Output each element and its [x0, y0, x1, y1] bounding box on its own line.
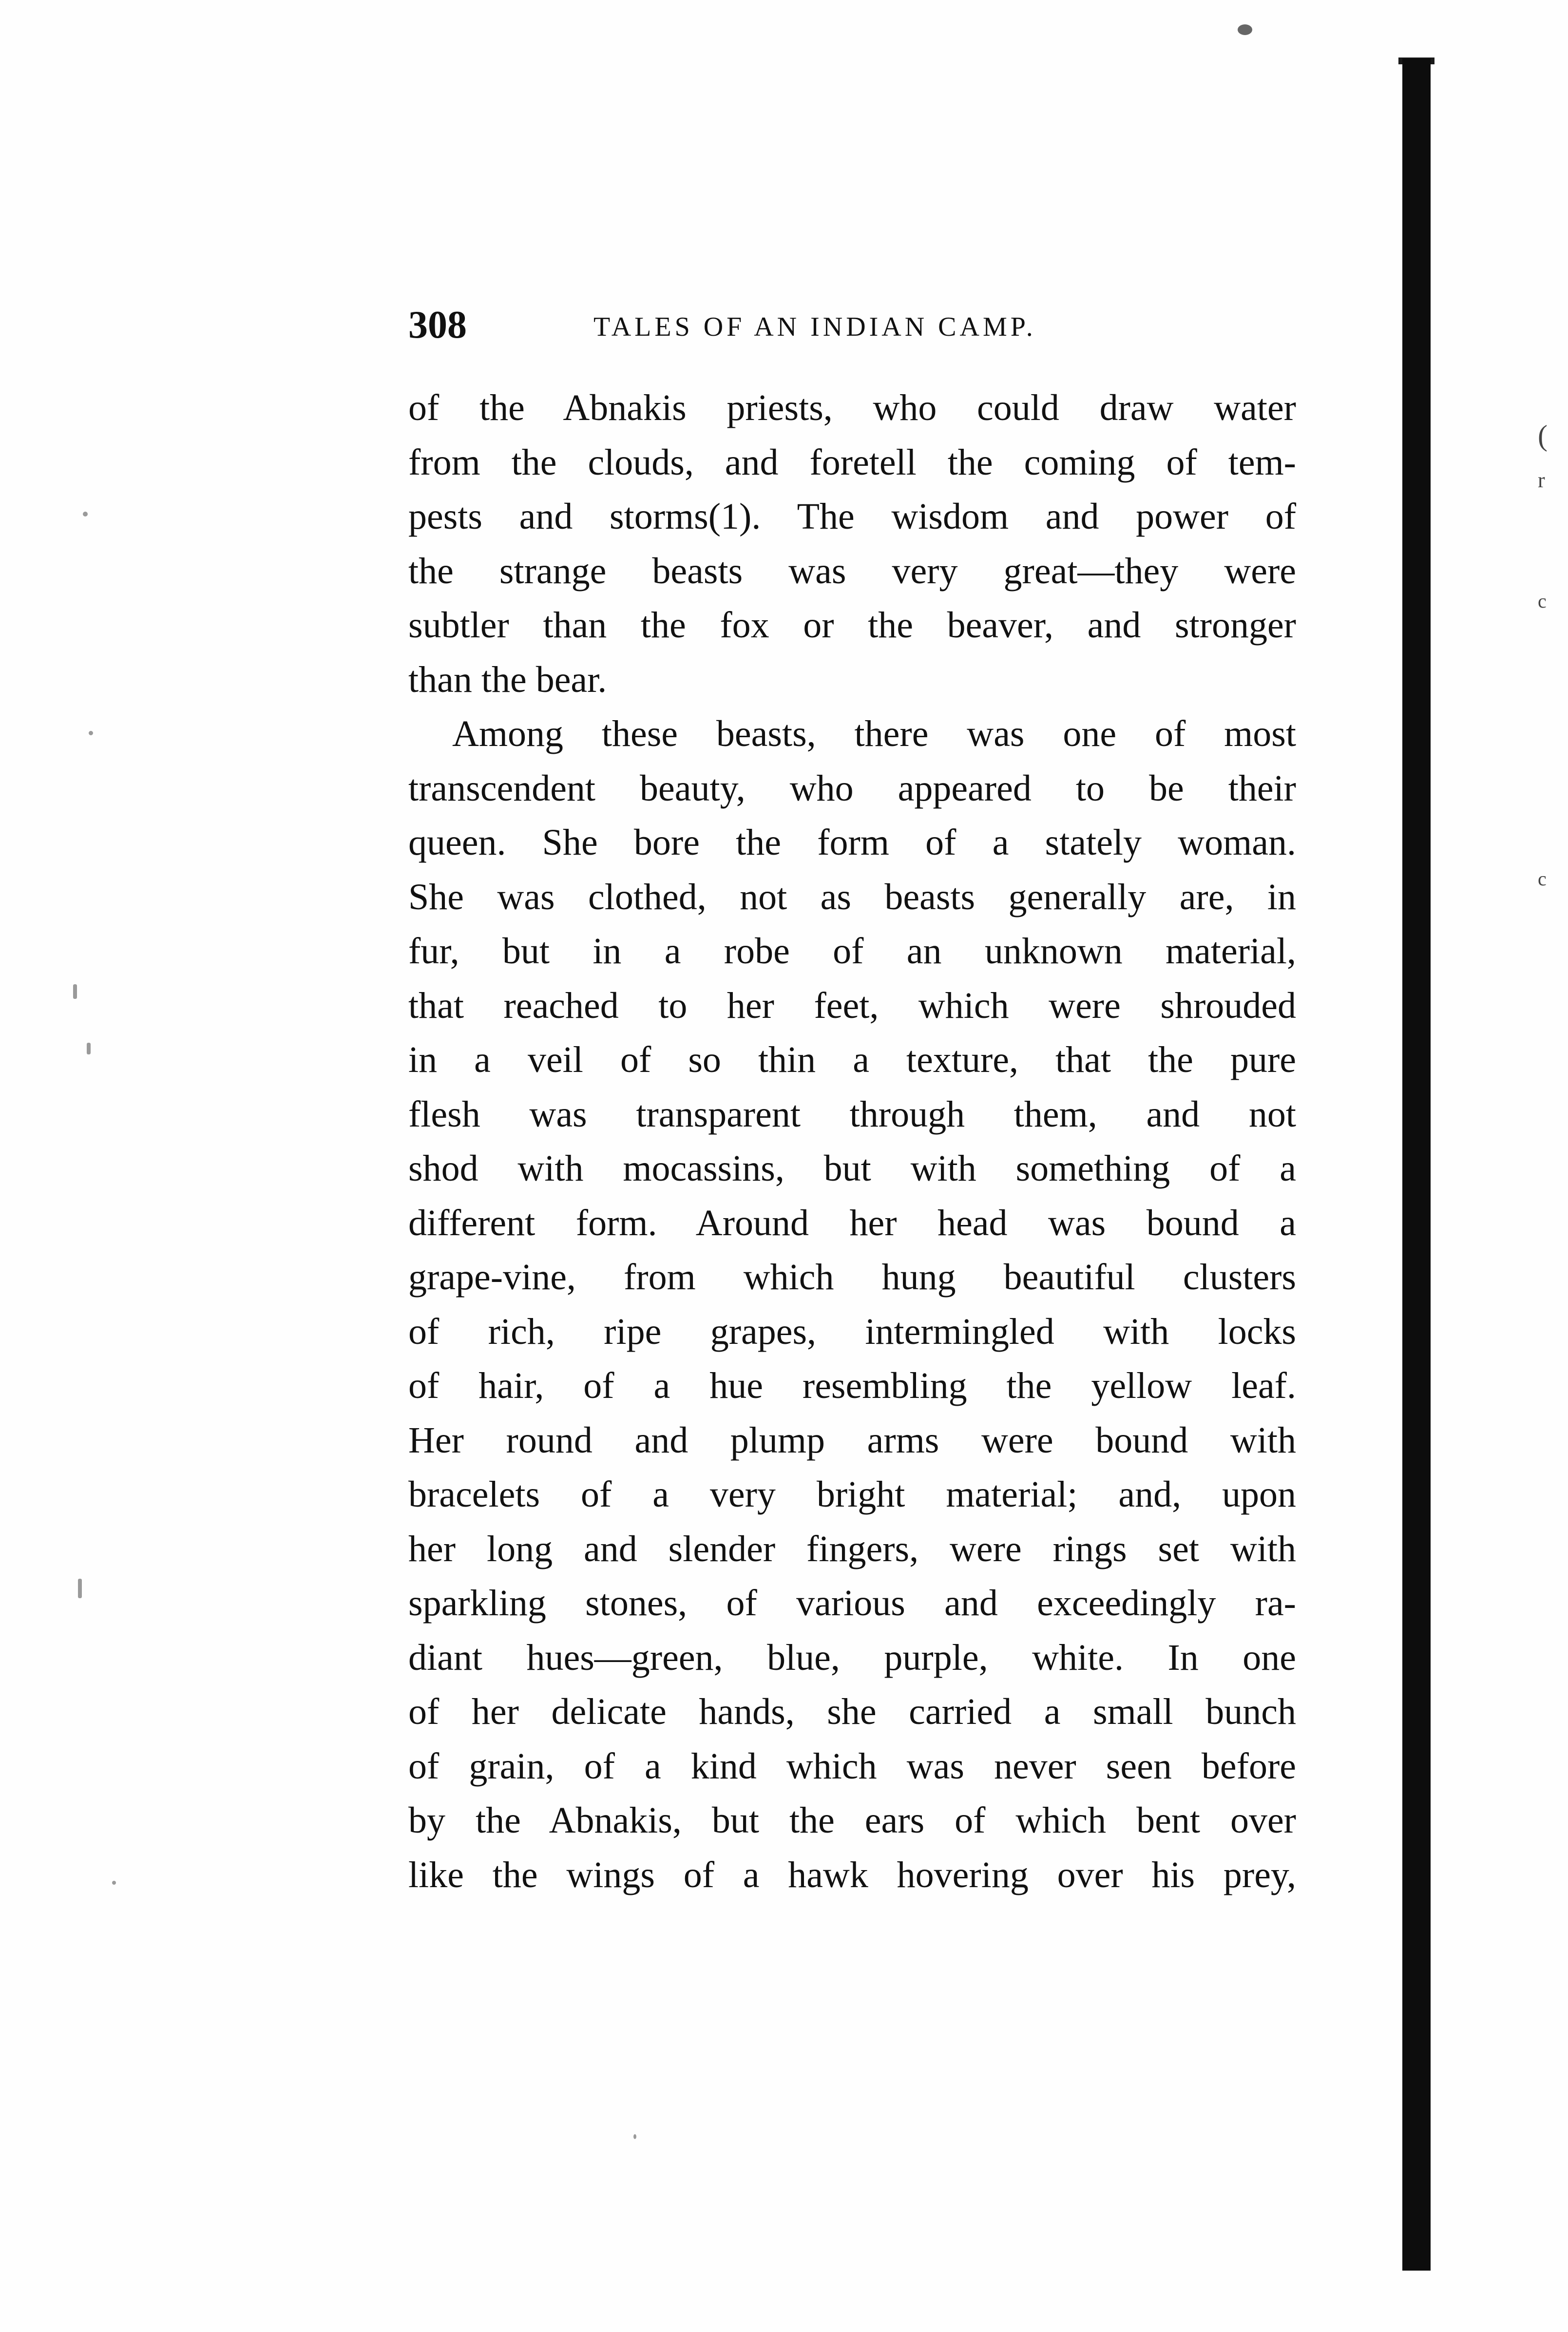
text-line: transcendent beauty, who appeared to be their [408, 767, 1296, 809]
text-line: Her round and plump arms were bound with [408, 1419, 1296, 1461]
page-number: 308 [408, 304, 467, 346]
scan-speck [1238, 24, 1252, 35]
scan-speck [83, 512, 88, 516]
text-line: bracelets of a very bright material; and, upon [408, 1474, 1296, 1515]
text-line: like the wings of a hawk hovering over his prey, [408, 1854, 1296, 1895]
scan-speck [78, 1579, 82, 1598]
running-head [408, 303, 1295, 347]
text-line: of grain, of a kind which was never seen before [408, 1745, 1296, 1787]
edge-bleed-char: r [1538, 468, 1545, 492]
binding-strip [1402, 58, 1431, 2271]
edge-bleed-char: c [1538, 590, 1547, 612]
body-text [408, 381, 1296, 1902]
text-line: shod with mocassins, but with something of a [408, 1148, 1296, 1189]
text-line: by the Abnakis, but the ears of which bent over [408, 1800, 1296, 1841]
text-line: of her delicate hands, she carried a small bunch [408, 1691, 1296, 1732]
edge-bleed-char: ( [1538, 420, 1548, 452]
text-line: that reached to her feet, which were shrouded [408, 985, 1296, 1026]
text-line: diant hues—green, blue, purple, white. In one [408, 1637, 1296, 1678]
text-line: of the Abnakis priests, who could draw water [408, 387, 1296, 428]
scan-speck [112, 1881, 116, 1885]
text-line: of rich, ripe grapes, intermingled with locks [408, 1311, 1296, 1352]
text-line: She was clothed, not as beasts generally are, in [408, 876, 1296, 918]
text-line: fur, but in a robe of an unknown material, [408, 931, 1296, 972]
scan-speck [87, 1043, 91, 1054]
scan-speck [73, 984, 77, 999]
text-line: of hair, of a hue resembling the yellow leaf. [408, 1365, 1296, 1406]
text-line: the strange beasts was very great—they were [408, 550, 1296, 592]
text-line: queen. She bore the form of a stately woman. [408, 822, 1296, 863]
text-line: different form. Around her head was bound a [408, 1202, 1296, 1243]
text-line: pests and storms(1). The wisdom and power of [408, 496, 1296, 537]
text-line: grape-vine, from which hung beautiful clusters [408, 1257, 1296, 1298]
text-line: Among these beasts, there was one of most [452, 713, 1296, 754]
text-line: her long and slender fingers, were rings set with [408, 1528, 1296, 1569]
text-line: than the bear. [408, 659, 607, 700]
running-title: TALES OF AN INDIAN CAMP. [593, 312, 1036, 342]
text-line: flesh was transparent through them, and not [408, 1093, 1296, 1135]
paragraph [408, 707, 1296, 1902]
text-line: subtler than the fox or the beaver, and stronger [408, 605, 1296, 646]
edge-bleed-char: c [1538, 868, 1547, 890]
text-line: in a veil of so thin a texture, that the pure [408, 1039, 1296, 1080]
text-line: sparkling stones, of various and exceedingly ra- [408, 1583, 1296, 1624]
scan-speck [89, 731, 93, 735]
paragraph [408, 381, 1296, 707]
scan-speck [633, 2134, 636, 2139]
text-line: from the clouds, and foretell the coming of tem- [408, 441, 1296, 483]
